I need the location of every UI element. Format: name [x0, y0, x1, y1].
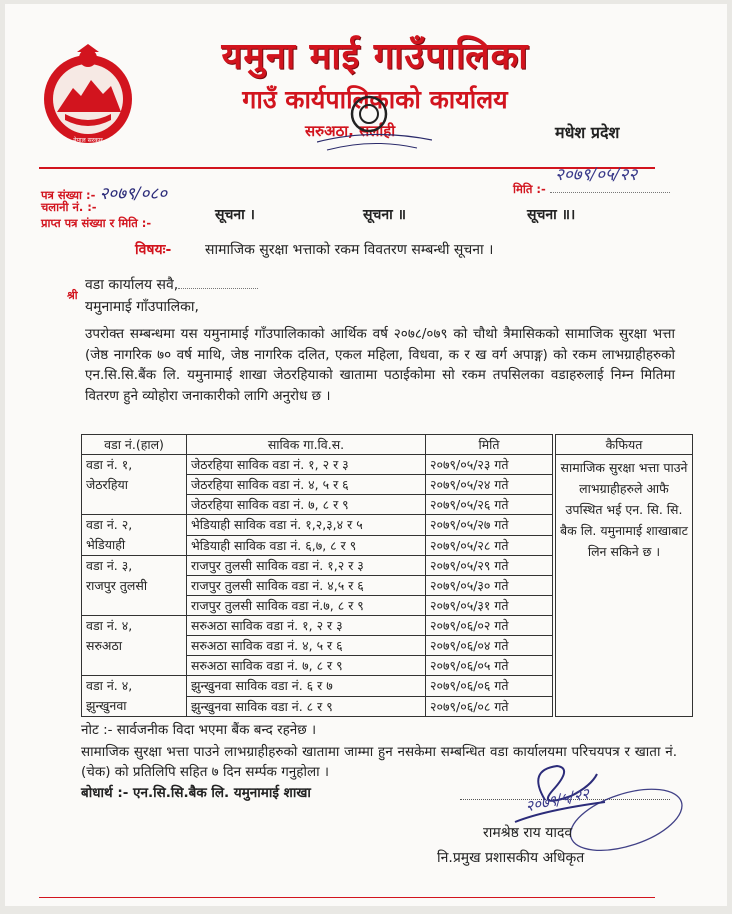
ward-name: सरुअठा: [86, 638, 122, 653]
addressee-honorific: श्री: [67, 289, 78, 302]
ward-cell: [82, 616, 187, 676]
municipality-title: यमुना माई गाउँपालिका: [221, 36, 529, 77]
header-ward: वडा नं.(हाल): [82, 435, 187, 455]
ward-number: वडा नं. २,: [86, 517, 133, 532]
date-cell: २०७९/०५/२६ गते: [426, 495, 553, 515]
table-row: [82, 455, 693, 475]
subject-text: सामाजिक सुरक्षा भत्ताको रकम विवतरण सम्बन्धी सूचना ।: [205, 242, 494, 258]
subject-label: विषयः-: [135, 242, 172, 258]
ward-name: जेठरहिया: [86, 477, 129, 492]
ward-number: वडा नं. ३,: [86, 558, 133, 573]
office-stamp-icon: [317, 94, 432, 156]
remarks-cell: सामाजिक सुरक्षा भत्ता पाउने लाभग्राहीहरुले आफै उपस्थित भई एन. सि. सि. बैक लि. यमुनामाई शाखाबाट लिन सकिने छ ।: [556, 455, 693, 717]
note-contact: सामाजिक सुरक्षा भत्ता पाउने लाभग्राहीहरुको खातामा जाम्मा हुन नसकेमा सम्बन्धित वडा कार्यालयमा परिचयपत्र र खाता नं.(चेक) को प्रतिलिपि सहित ७ दिन सर्म्पक गनुहोला ।: [81, 744, 677, 780]
ward-cell: [82, 455, 187, 515]
date-cell: २०७९/०५/३१ गते: [426, 596, 553, 616]
office-address: सरुअठा, सर्लाही: [305, 122, 396, 140]
signature-date: २०७९/५/२२: [523, 784, 591, 816]
svg-text:नेपाल सरकार: नेपाल सरकार: [73, 137, 103, 144]
former-vdc-cell: सरुअठा साविक वडा नं. १, २ र ३: [187, 616, 426, 636]
former-vdc-cell: राजपुर तुलसी साविक वडा नं. १,२ र ३: [187, 556, 426, 576]
former-vdc-cell: झुन्खुनवा साविक वडा नं. ६ र ७: [187, 676, 426, 697]
ward-number: वडा नं. ४,: [86, 618, 133, 633]
dispatch-number-label: चलानी नं. :-: [41, 200, 97, 214]
date-cell: २०७९/०६/०५ गते: [426, 656, 553, 676]
date-cell: २०७९/०५/२७ गते: [426, 515, 553, 536]
note-holiday: नोट :- सार्वजनीक विदा भएमा बैंक बन्द रहनेछ ।: [81, 722, 317, 738]
date-cell: २०७९/०५/२३ गते: [426, 455, 553, 475]
date-cell: २०७९/०६/०४ गते: [426, 636, 553, 656]
notice-word-2: सूचना ॥: [363, 207, 407, 223]
date-cell: २०७९/०५/२८ गते: [426, 535, 553, 556]
former-vdc-cell: जेठरहिया साविक वडा नं. ४, ५ र ६: [187, 475, 426, 495]
notice-document: [5, 4, 727, 906]
header-former-vdc: साविक गा.वि.स.: [187, 435, 426, 455]
ward-cell: [82, 676, 187, 717]
former-vdc-cell: राजपुर तुलसी साविक वडा नं.७, ८ र ९: [187, 596, 426, 616]
date-cell: २०७९/०६/०२ गते: [426, 616, 553, 636]
office-subtitle: गाउँ कार्यपालिकाको कार्यालय: [242, 85, 508, 114]
header-remarks: कैफियत: [556, 435, 693, 455]
ward-number: वडा नं. १,: [86, 457, 133, 472]
ward-name: भेडियाही: [86, 537, 126, 552]
date-cell: २०७९/०५/२९ गते: [426, 556, 553, 576]
date-cell: २०७९/०६/०८ गते: [426, 696, 553, 717]
former-vdc-cell: सरुअठा साविक वडा नं. ७, ८ र ९: [187, 656, 426, 676]
former-vdc-cell: सरुअठा साविक वडा नं. ४, ५ र ६: [187, 636, 426, 656]
received-letter-label: प्राप्त पत्र संख्या र मिति :-: [41, 216, 152, 230]
footer-divider: [39, 897, 655, 898]
former-vdc-cell: राजपुर तुलसी साविक वडा नं. ४,५ र ६: [187, 576, 426, 596]
ward-cell: [82, 515, 187, 556]
former-vdc-cell: भेडियाही साविक वडा नं. १,२,३,४ र ५: [187, 515, 426, 536]
date-cell: २०७९/०६/०६ गते: [426, 676, 553, 697]
distribution-schedule-table: [81, 434, 693, 717]
former-vdc-cell: जेठरहिया साविक वडा नं. १, २ र ३: [187, 455, 426, 475]
ward-cell: [82, 556, 187, 616]
addressee-line-2: यमुनामाई गाँउपालिका,: [85, 299, 199, 315]
ward-name: राजपुर तुलसी: [86, 578, 148, 593]
ward-number: वडा नं. ४,: [86, 678, 133, 693]
date-label: मिति :-: [513, 182, 546, 196]
notice-body: उपरोक्त सम्बन्धमा यस यमुनामाई गाँउपालिकाको आर्थिक वर्ष २०७८/०७९ को चौथो त्रैमासिकको सामाजिक सुरक्षा भत्ता (जेष्ठ नागरिक ७० वर्ष माथि, जेष्ठ नागरिक दलित, एकल महिला, विधवा, क र ख वर्ग अपाङ्ग) को रकम लाभग्राहीहरुको एन.सि.सि.बैंक लि. यमुनामाई शाखा जेठरहियाको खातामा पठाईकोमा सो रकम तपसिलका वडाहरुलाई निम्न मितिमा वितरण हुने व्योहोरा जनाकारीको लागि अनुरोध छ ।: [85, 326, 675, 404]
addressee-line-1: [85, 275, 258, 294]
date-cell: २०७९/०५/२४ गते: [426, 475, 553, 495]
note-cc: बोधार्थ :- एन.सि.सि.बैक लि. यमुनामाई शाखा: [81, 785, 311, 801]
former-vdc-cell: जेठरहिया साविक वडा नं. ७, ८ र ९: [187, 495, 426, 515]
handwritten-date: २०७९/०५/२२: [555, 165, 638, 185]
nepal-emblem-icon: [39, 44, 137, 148]
letter-number-value: २०७९/०८०: [99, 184, 168, 204]
former-vdc-cell: भेडियाही साविक वडा नं. ६,७, ८ र ९: [187, 535, 426, 556]
signatory-name: रामश्रेष्ठ राय यादव: [483, 825, 573, 841]
table-header-row: [82, 435, 693, 455]
signatory-title: नि.प्रमुख प्रशासकीय अधिकृत: [437, 850, 585, 866]
addressee-ward-offices: वडा कार्यालय सवै,: [85, 277, 179, 293]
notice-word-1: सूचना ।: [215, 207, 255, 223]
former-vdc-cell: झुन्खुनवा साविक वडा नं. ८ र ९: [187, 696, 426, 717]
letter-number-label: पत्र संख्या :-: [41, 188, 96, 202]
notice-word-3: सूचना ॥।: [527, 207, 576, 223]
province-label: मधेश प्रदेश: [555, 123, 620, 142]
ward-name: झुन्खुनवा: [86, 698, 127, 713]
header-date: मिति: [426, 435, 553, 455]
date-cell: २०७९/०५/३० गते: [426, 576, 553, 596]
